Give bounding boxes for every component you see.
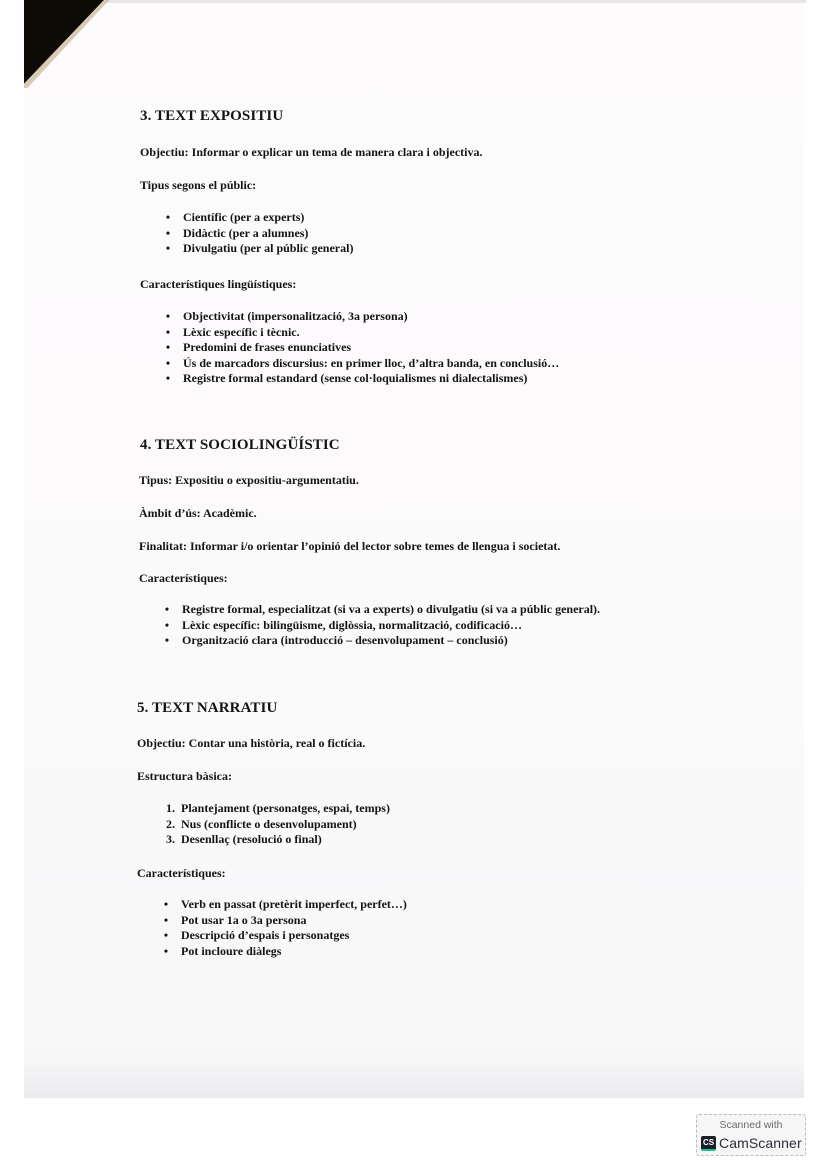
list-item: • Predomini de frases enunciatives xyxy=(183,340,559,356)
bullet-icon: • xyxy=(165,309,171,323)
watermark-brand: CamScanner xyxy=(719,1135,802,1151)
list-item: • Pot usar 1a o 3a persona xyxy=(181,913,407,929)
section-type: Tipus: Expositiu o expositiu-argumentatiu. xyxy=(139,473,359,487)
list-item: • Ús de marcadors discursius: en primer lloc, d’altra banda, en conclusió… xyxy=(183,356,559,372)
section-purpose: Finalitat: Informar i/o orientar l’opinió del lector sobre temes de llengua i societat. xyxy=(139,539,561,553)
page-bottom-shadow xyxy=(24,1058,804,1098)
section-objective: Objectiu: Contar una història, real o fictícia. xyxy=(137,736,366,750)
features-list xyxy=(163,897,407,959)
features-label: Característiques: xyxy=(137,866,226,880)
features-list xyxy=(164,602,601,649)
bullet-icon: • xyxy=(165,210,171,224)
bullet-icon: • xyxy=(165,355,171,370)
camscanner-watermark xyxy=(696,1114,806,1156)
types-list xyxy=(165,210,354,257)
list-item: • Registre formal estandard (sense col·loquialismes ni dialectalismes) xyxy=(183,371,559,387)
bullet-icon: • xyxy=(165,340,171,354)
features-label: Característiques lingüístiques: xyxy=(140,277,297,291)
bullet-icon: • xyxy=(163,897,169,911)
bullet-icon: • xyxy=(165,241,171,255)
bullet-icon: • xyxy=(164,633,170,647)
bullet-icon: • xyxy=(165,225,171,240)
list-item: • Descripció d’espais i personatges xyxy=(181,928,407,944)
list-item: • Científic (per a experts) xyxy=(183,210,353,226)
bullet-icon: • xyxy=(163,928,169,942)
list-item: • Lèxic específic: bilingüisme, diglòssia, normalització, codificació… xyxy=(182,618,600,634)
section-heading: 3. TEXT EXPOSITIU xyxy=(140,108,284,124)
bullet-icon: • xyxy=(164,602,170,616)
camscanner-logo-icon: CS xyxy=(701,1136,716,1151)
list-item: 3. Desenllaç (resolució o final) xyxy=(166,832,322,846)
list-item: 1. Plantejament (personatges, espai, temps) xyxy=(166,801,390,815)
structure-list xyxy=(166,801,390,848)
list-item: • Pot incloure diàlegs xyxy=(181,944,407,960)
bullet-icon: • xyxy=(164,617,170,632)
watermark-caption: Scanned with xyxy=(719,1119,783,1131)
page-top-edge xyxy=(66,0,806,3)
section-objective: Objectiu: Informar o explicar un tema de manera clara i objectiva. xyxy=(140,145,483,159)
features-label: Característiques: xyxy=(139,571,228,585)
section-heading: 5. TEXT NARRATIU xyxy=(137,700,278,716)
list-item: • Verb en passat (pretèrit imperfect, perfet…) xyxy=(181,897,407,913)
list-item: • Divulgatiu (per al públic general) xyxy=(183,241,353,257)
list-item: • Lèxic específic i tècnic. xyxy=(183,325,559,341)
bullet-icon: • xyxy=(165,324,171,339)
list-item: • Didàctic (per a alumnes) xyxy=(183,226,353,242)
watermark-brand-row xyxy=(701,1135,802,1151)
list-item: • Registre formal, especialitzat (si va a experts) o divulgatiu (si va a públic general). xyxy=(182,602,600,618)
features-list xyxy=(165,309,560,387)
bullet-icon: • xyxy=(163,943,169,958)
list-item: 2. Nus (conflicte o desenvolupament) xyxy=(166,816,357,831)
list-item: • Objectivitat (impersonalització, 3a persona) xyxy=(183,309,559,325)
bullet-icon: • xyxy=(163,912,169,927)
section-heading: 4. TEXT SOCIOLINGÜÍSTIC xyxy=(140,437,340,453)
structure-label: Estructura bàsica: xyxy=(137,769,232,783)
section-scope: Àmbit d’ús: Acadèmic. xyxy=(139,506,257,520)
bullet-icon: • xyxy=(165,371,171,385)
list-item: • Organització clara (introducció – desenvolupament – conclusió) xyxy=(182,633,600,649)
types-label: Tipus segons el públic: xyxy=(140,178,257,192)
